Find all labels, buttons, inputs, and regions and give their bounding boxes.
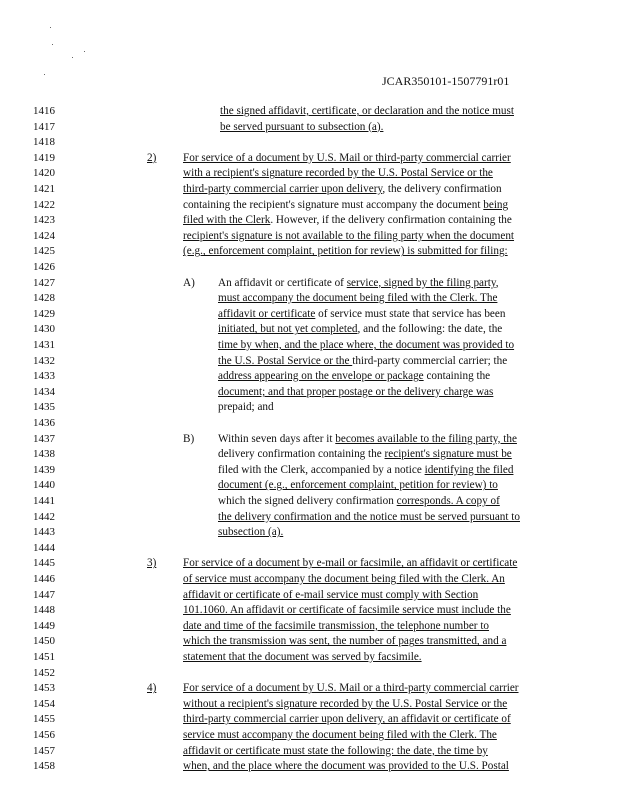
list-marker: 3)	[147, 557, 157, 570]
inserted-text: affidavit or certificate	[183, 744, 284, 757]
list-marker: A)	[183, 276, 195, 289]
document-line	[0, 634, 618, 649]
line-number: 1433	[33, 370, 55, 383]
existing-text: third-party commercial carrier; the	[352, 354, 508, 367]
line-text	[218, 432, 517, 447]
scan-speck	[44, 74, 45, 75]
existing-text: , the delivery confirmation	[382, 183, 502, 195]
line-text	[220, 104, 514, 119]
line-number: 1437	[33, 432, 55, 445]
line-number: 1449	[33, 619, 55, 632]
line-text	[218, 291, 497, 306]
line-text	[183, 728, 497, 743]
inserted-text: of service must accompany the document being filed with the Clerk. An	[183, 573, 505, 585]
inserted-text: the U.S. Postal Service or the	[218, 354, 353, 367]
line-text	[183, 588, 478, 603]
line-text	[183, 712, 511, 727]
inserted-text: third-party commercial carrier upon delivery	[183, 713, 383, 726]
line-text	[218, 463, 513, 478]
existing-text: An affidavit or certificate of	[218, 276, 347, 289]
inserted-text: third-party commercial carrier upon delivery	[183, 183, 383, 195]
line-text	[218, 385, 493, 400]
line-number: 1438	[33, 448, 55, 461]
line-number: 1456	[33, 729, 55, 741]
inserted-text: being	[483, 198, 509, 211]
scan-speck	[52, 44, 53, 45]
line-text	[218, 338, 514, 353]
inserted-text: becomes available to the filing party, the	[335, 432, 517, 445]
document-line	[0, 338, 618, 353]
line-number: 1447	[33, 588, 55, 601]
line-text	[183, 556, 517, 571]
line-number: 1444	[33, 541, 55, 554]
inserted-text: initiated, but not yet completed	[218, 323, 358, 336]
document-line	[0, 697, 618, 712]
inserted-text: (e.g., enforcement complaint, petition for review) is submitted for filing:	[183, 245, 508, 258]
line-number: 1445	[33, 557, 55, 570]
inserted-text: recipient's signature must be	[384, 448, 512, 461]
line-text	[183, 759, 509, 774]
line-number: 1424	[33, 229, 55, 242]
line-text	[218, 400, 274, 415]
inserted-text: be served pursuant to subsection (a).	[220, 120, 384, 133]
document-line	[0, 681, 618, 696]
inserted-text: must accompany the document being filed with the Clerk. The	[218, 292, 498, 305]
line-text	[183, 650, 422, 665]
inserted-text: statement that the document was served by facsimile.	[183, 651, 422, 663]
line-number: 1422	[33, 198, 55, 211]
line-text	[218, 525, 283, 540]
line-number: 1448	[33, 604, 55, 617]
document-line	[0, 244, 618, 259]
line-number: 1458	[33, 760, 55, 773]
document-line	[0, 135, 618, 150]
document-line	[0, 666, 618, 681]
line-text	[218, 510, 520, 525]
line-text	[218, 276, 499, 291]
line-number: 1440	[33, 479, 55, 492]
line-text	[218, 354, 507, 369]
line-text	[183, 182, 502, 197]
document-line	[0, 213, 618, 228]
line-number: 1442	[33, 510, 55, 523]
line-text	[183, 151, 511, 166]
line-text	[218, 369, 490, 384]
document-line	[0, 478, 618, 493]
list-marker: 4)	[147, 682, 157, 695]
document-line	[0, 182, 618, 197]
inserted-text: affidavit or certificate of e-mail service must comply with Section	[183, 588, 479, 601]
document-line	[0, 759, 618, 774]
line-text	[218, 447, 512, 462]
line-number: 1430	[33, 323, 55, 336]
line-text	[218, 494, 500, 509]
existing-text: delivery confirmation containing the	[218, 448, 385, 461]
document-line	[0, 354, 618, 369]
inserted-text: the signed affidavit, certificate, or declaration and the notice must	[220, 105, 514, 117]
document-line	[0, 385, 618, 400]
inserted-text: without a recipient's signature recorded by the U.S. Postal Service or the	[183, 697, 508, 710]
line-number: 1455	[33, 713, 55, 726]
inserted-text: service, signed by the filing party,	[346, 276, 499, 289]
existing-text: prepaid; and	[218, 401, 274, 414]
inserted-text: time by when, and the place where, the document was provided to	[218, 339, 515, 351]
line-text	[183, 229, 514, 244]
existing-text: of service must state that service has been	[315, 307, 506, 320]
line-number: 1421	[33, 183, 55, 195]
inserted-text: For service of a document by U.S. Mail or a third-party commercial carrier	[183, 682, 519, 695]
line-text	[183, 744, 488, 759]
document-line	[0, 400, 618, 415]
document-line	[0, 541, 618, 556]
scan-speck	[84, 51, 85, 52]
line-number: 1420	[33, 167, 55, 180]
line-number: 1457	[33, 744, 55, 757]
document-line	[0, 432, 618, 447]
inserted-text: document; and that proper postage or the delivery charge was	[218, 385, 494, 398]
inserted-text: which the transmission was sent, the number of pages transmitted, and a	[183, 635, 507, 648]
line-number: 1443	[33, 526, 55, 539]
document-line	[0, 712, 618, 727]
line-number: 1423	[33, 214, 55, 227]
line-number: 1431	[33, 339, 55, 351]
line-number: 1453	[33, 682, 55, 695]
existing-text: , and the following: the date, the	[357, 323, 503, 336]
inserted-text: 101.1060. An affidavit or certificate of facsimile service must include the	[183, 604, 511, 617]
document-line	[0, 728, 618, 743]
inserted-text: document (e.g., enforcement complaint, petition for review) to	[218, 479, 498, 492]
inserted-text: when, and the place where the document was provided to the U.S. Postal	[183, 760, 509, 773]
inserted-text: service must accompany the document being filed with the Clerk. The	[183, 729, 497, 741]
document-line	[0, 603, 618, 618]
document-line	[0, 525, 618, 540]
document-line	[0, 510, 618, 525]
document-id-header: JCAR350101-1507791r01	[382, 74, 510, 88]
document-line	[0, 572, 618, 587]
document-line	[0, 120, 618, 135]
inserted-text: identifying the filed	[424, 463, 514, 476]
existing-text: containing the	[423, 370, 491, 383]
line-number: 1434	[33, 385, 55, 398]
existing-text: which the signed delivery confirmation	[218, 495, 397, 507]
inserted-text: must state the following: the date, the time by	[283, 744, 488, 757]
line-number: 1417	[33, 120, 55, 133]
inserted-text: For service of a document by U.S. Mail or third-party commercial carrier	[183, 151, 511, 164]
line-number: 1432	[33, 354, 55, 367]
document-line	[0, 198, 618, 213]
line-text	[183, 603, 511, 618]
line-number: 1435	[33, 401, 55, 414]
document-line	[0, 744, 618, 759]
existing-text: . However, if the delivery confirmation containing the	[270, 214, 512, 227]
inserted-text: corresponds. A copy of	[396, 495, 500, 507]
inserted-text: date and time of the facsimile transmission, the telephone number to	[183, 619, 490, 632]
document-line	[0, 229, 618, 244]
line-number: 1426	[33, 261, 55, 273]
line-number: 1419	[33, 151, 55, 164]
document-line	[0, 588, 618, 603]
line-text	[183, 681, 519, 696]
line-text	[183, 244, 508, 259]
line-text	[183, 634, 506, 649]
line-number: 1425	[33, 245, 55, 258]
line-text	[218, 322, 502, 337]
line-number: 1416	[33, 105, 55, 117]
document-line	[0, 322, 618, 337]
line-text	[183, 697, 507, 712]
document-line	[0, 307, 618, 322]
line-number: 1450	[33, 635, 55, 648]
line-text	[220, 120, 383, 135]
document-line	[0, 447, 618, 462]
inserted-text: the delivery confirmation and the notice	[218, 510, 401, 523]
inserted-text: address appearing on the envelope or package	[218, 370, 424, 383]
line-number: 1446	[33, 573, 55, 585]
line-number: 1454	[33, 697, 55, 710]
document-line	[0, 556, 618, 571]
inserted-text: subsection (a).	[218, 526, 284, 539]
existing-text: containing the recipient's signature must accompany the document	[183, 198, 484, 211]
document-line	[0, 260, 618, 275]
document-line	[0, 416, 618, 431]
line-text	[183, 198, 508, 213]
list-marker: B)	[183, 432, 195, 445]
document-line	[0, 291, 618, 306]
line-number: 1436	[33, 417, 55, 429]
inserted-text: affidavit or certificate	[218, 307, 316, 320]
line-text	[183, 213, 512, 228]
document-line	[0, 151, 618, 166]
inserted-text: For service of a document by e-mail or facsimile, an affidavit or certificate	[183, 557, 518, 570]
inserted-text: recipient's signature is not available to the filing party when the document	[183, 229, 515, 242]
document-line	[0, 650, 618, 665]
line-text	[218, 307, 505, 322]
document-line	[0, 104, 618, 119]
line-number: 1452	[33, 666, 55, 679]
document-line	[0, 619, 618, 634]
document-line	[0, 463, 618, 478]
inserted-text: with a recipient's signature recorded by the U.S. Postal Service or the	[183, 167, 493, 180]
line-number: 1428	[33, 292, 55, 305]
inserted-text: must be served pursuant to	[400, 510, 520, 523]
line-text	[183, 572, 505, 587]
line-number: 1429	[33, 307, 55, 320]
line-text	[218, 478, 498, 493]
line-number: 1441	[33, 495, 55, 507]
document-line	[0, 369, 618, 384]
document-line	[0, 494, 618, 509]
inserted-text: filed with the Clerk	[183, 214, 271, 227]
line-number: 1439	[33, 463, 55, 476]
scan-speck	[72, 57, 73, 58]
document-line	[0, 276, 618, 291]
existing-text: Within seven days after it	[218, 432, 336, 445]
line-text	[183, 619, 489, 634]
document-line	[0, 166, 618, 181]
existing-text: filed with the Clerk, accompanied by a notice	[218, 463, 425, 476]
list-marker: 2)	[147, 151, 157, 164]
scan-speck	[50, 27, 51, 28]
line-number: 1418	[33, 136, 55, 149]
inserted-text: , an affidavit or certificate of	[382, 713, 511, 726]
line-number: 1451	[33, 651, 55, 663]
line-number: 1427	[33, 276, 55, 289]
line-text	[183, 166, 493, 181]
